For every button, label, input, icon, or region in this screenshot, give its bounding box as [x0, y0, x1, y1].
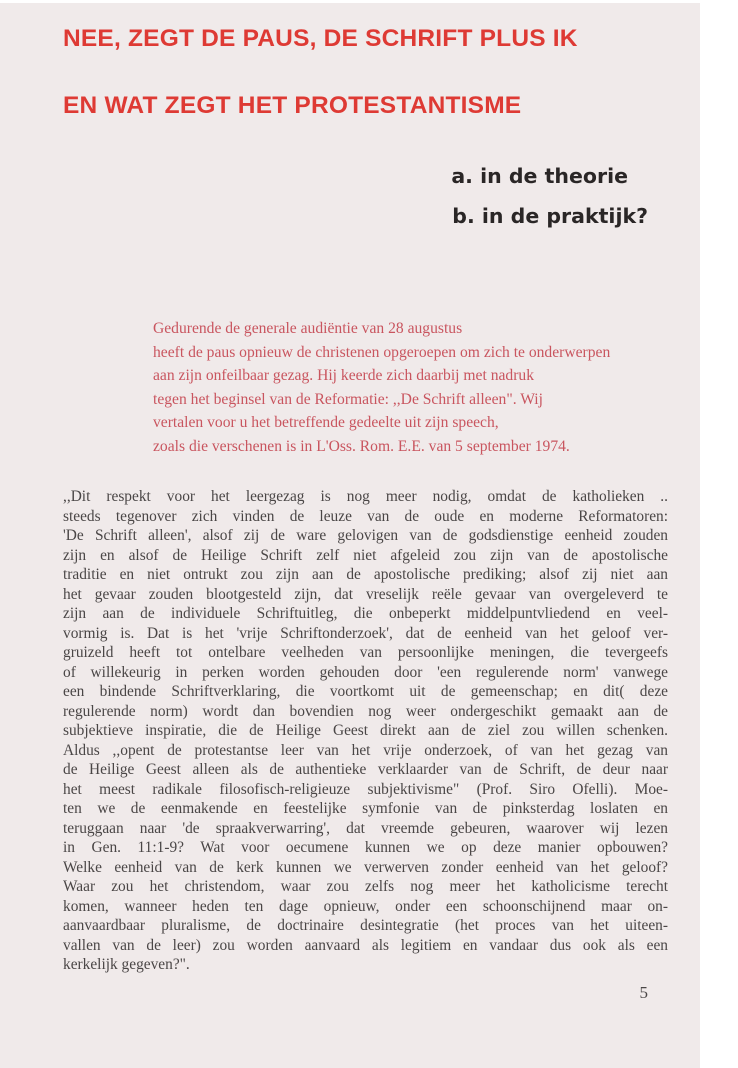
body-line: een bindende Schriftverklaring, die voortkomt uit de gemeenschap; en dit( deze [63, 683, 668, 700]
body-line: zijn aan de individuele Schriftuitleg, die onbeperkt middelpuntvliedend en veel- [63, 605, 668, 622]
intro-line: heeft de paus opnieuw de christenen opgeroepen om zich te onderwerpen [153, 343, 611, 361]
body-line: vallen van de leer) zou worden aanvaard als legitiem en vandaar dus ook als een [63, 936, 668, 954]
body-line: de Heilige Geest alleen als de authentieke verklaarder van de Schrift, de deur naar [63, 761, 668, 778]
intro-line: vertalen voor u het betreffende gedeelte uit zijn speech, [153, 414, 499, 432]
body-line: vormig is. Dat is het 'vrije Schriftonderzoek', dat de eenheid van het geloof ver- [63, 624, 668, 642]
body-quote [63, 487, 668, 975]
body-line: Welke eenheid van de kerk kunnen we verwerven zonder eenheid van het geloof? [63, 858, 668, 876]
body-line: Waar zou het christendom, waar zou zelfs nog meer het katholicisme terecht [63, 878, 668, 895]
intro-line: tegen het beginsel van de Reformatie: ,,De Schrift alleen". Wij [153, 390, 543, 408]
intro-line: aan zijn onfeilbaar gezag. Hij keerde zich daarbij met nadruk [153, 367, 534, 385]
body-line: steeds tegenover zich vinden de leuze van de oude en moderne Reformatoren: [63, 507, 668, 525]
body-line: het gevaar zouden blootgesteld zijn, dat vreselijk reële gevaar van overgeleverd te [63, 585, 668, 603]
body-line: regulerende norm) wordt dan bovendien nog weer ondergeschikt gemaakt aan de [63, 702, 668, 720]
document-page [0, 3, 700, 1068]
body-line: komen, wanneer heden ten dage opnieuw, onder een schoonschijnend maar on- [63, 897, 668, 915]
title-line-1: NEE, ZEGT DE PAUS, DE SCHRIFT PLUS IK [63, 25, 578, 52]
title-line-2: EN WAT ZEGT HET PROTESTANTISME [63, 92, 522, 119]
body-line: in Gen. 11:1-9? Wat voor oecumene kunnen we op deze manier opbouwen? [63, 839, 668, 856]
body-line: Aldus ,,opent de protestantse leer van het vrije onderzoek, of van het gezag van [63, 741, 668, 759]
body-line: teruggaan naar 'de spraakverwarring', dat vreemde gebeuren, waarover wij lezen [63, 819, 668, 837]
body-line: ten we de eenmakende en feestelijke symfonie van de pinksterdag loslaten en [63, 800, 668, 817]
body-line: zijn en alsof de Heilige Schrift zelf niet afgeleid zou zijn van de apostolische [63, 546, 668, 564]
body-line: traditie en niet ontrukt zou zijn aan de apostolische prediking; alsof zij niet aan [63, 566, 668, 583]
subtitle-theory: a. in de theorie [451, 164, 628, 188]
body-line: het meest radikale filosofisch-religieuze subjektivisme" (Prof. Siro Ofelli). Moe- [63, 780, 668, 798]
intro-line: zoals die verschenen is in L'Oss. Rom. E.E. van 5 september 1974. [153, 437, 570, 455]
page-number: 5 [639, 983, 648, 1002]
intro-paragraph [153, 317, 673, 459]
body-line: 'De Schrift alleen', alsof zij de ware gelovigen van de godsdienstige eenheid zouden [63, 527, 668, 544]
subtitle-practice: b. in de praktijk? [452, 204, 648, 228]
body-line: gruizeld heeft tot ontelbare veelheden van persoonlijke meningen, die tevergeefs [63, 644, 668, 661]
body-line: ,,Dit respekt voor het leergezag is nog meer nodig, omdat de katholieken .. [63, 488, 668, 505]
body-line: subjektieve inspiratie, die de Heilige Geest direkt aan de ziel zou willen schenken. [63, 722, 668, 739]
body-line: of willekeurig in perken worden gehouden door 'een regulerende norm' vanwege [63, 663, 668, 681]
body-line: kerkelijk gegeven?". [63, 956, 190, 973]
body-line: aanvaardbaar pluralisme, de doctrinaire desintegratie (het proces van het uiteen- [63, 917, 668, 934]
intro-line: Gedurende de generale audiëntie van 28 augustus [153, 320, 463, 337]
